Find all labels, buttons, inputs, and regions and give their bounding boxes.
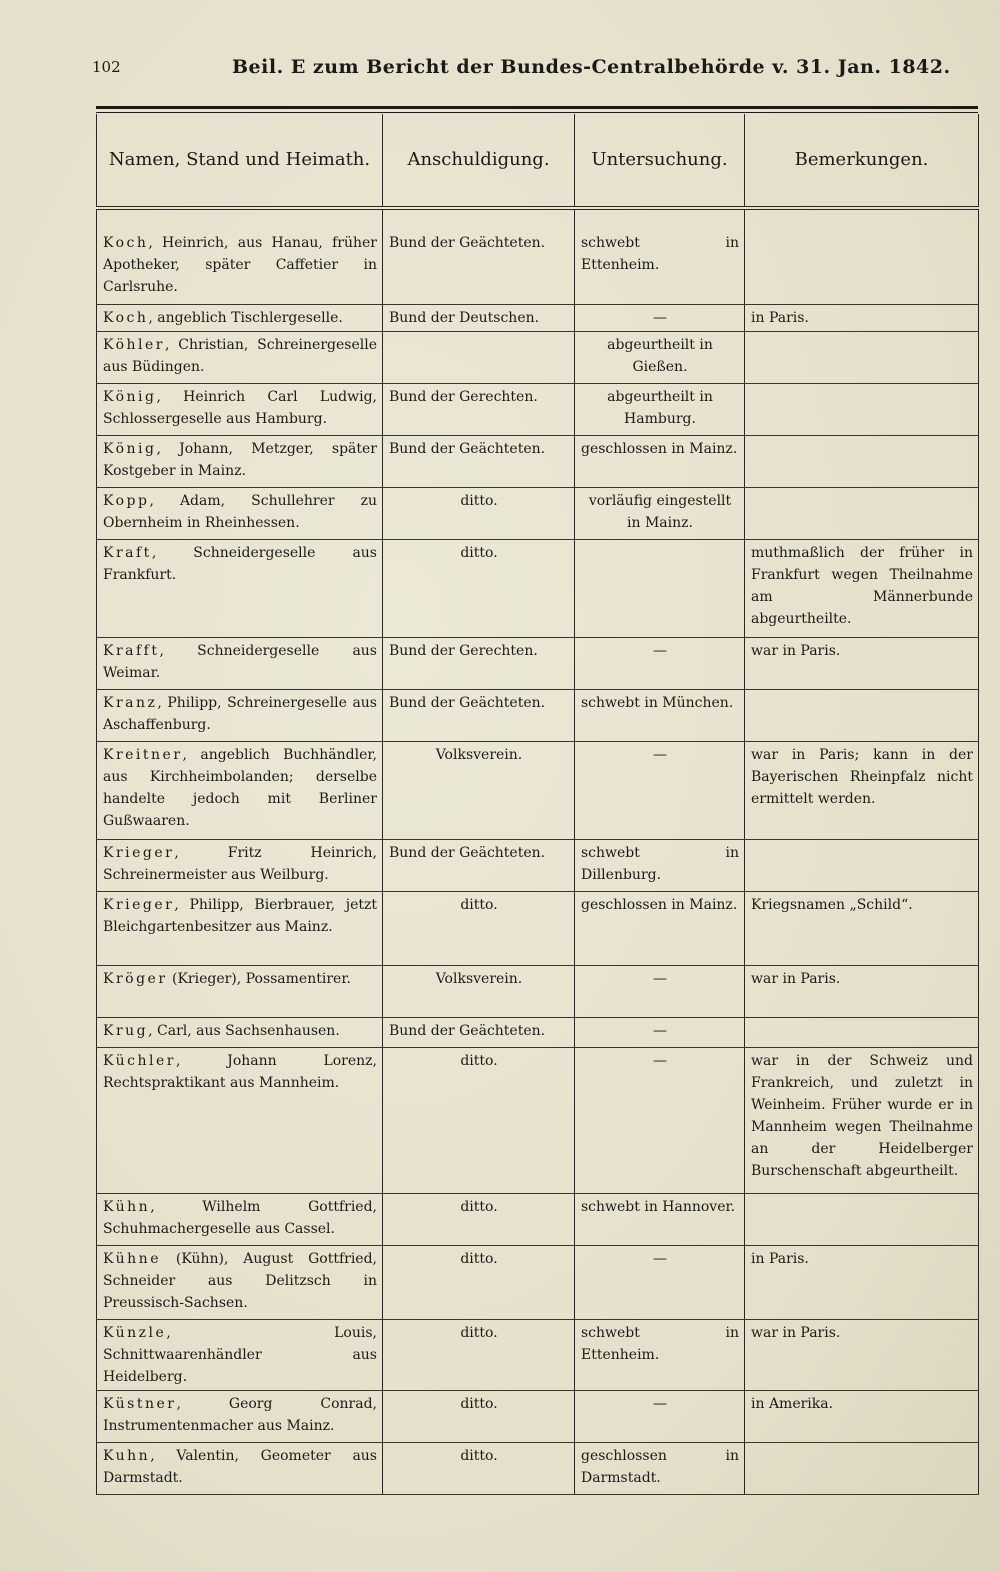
entry-name [97,741,383,839]
entry-remarks: Kriegsnamen „Schild“. [745,891,979,965]
entry-remarks [745,839,979,891]
entry-investigation: schwebt in Hannover. [575,1193,745,1245]
column-header-investigation: Untersuchung. [575,114,745,208]
table-row [97,741,979,839]
entry-name [97,208,383,304]
entry-name [97,839,383,891]
entry-details: , Schneidergeselle aus Weimar. [103,642,377,681]
entry-details: , Heinrich, aus Hanau, früher Apotheker, später Caffetier in Carlsruhe. [103,235,377,295]
entry-name [97,891,383,965]
table-row [97,304,979,331]
entry-name [97,1047,383,1193]
entry-name [97,383,383,435]
entry-remarks [745,331,979,383]
entry-charge: Bund der Geächteten. [383,1017,575,1047]
entry-remarks: in Paris. [745,1245,979,1319]
entry-investigation: schwebt in Ettenheim. [575,1319,745,1390]
entry-details: , Louis, Schnittwaarenhändler aus Heidelberg. [103,1324,377,1385]
entry-remarks: war in Paris. [745,965,979,1017]
entry-name [97,539,383,637]
column-header-name: Namen, Stand und Heimath. [97,114,383,208]
table-row [97,689,979,741]
entry-charge: Bund der Geächteten. [383,435,575,487]
entry-remarks [745,487,979,539]
table-row [97,539,979,637]
entry-surname: Künzle [103,1324,167,1341]
entry-investigation: — [575,1017,745,1047]
table-row [97,965,979,1017]
entry-surname: Küstner [103,1395,177,1412]
entry-charge: Bund der Gerechten. [383,383,575,435]
entry-charge: Bund der Geächteten. [383,839,575,891]
entry-charge: ditto. [383,1193,575,1245]
entry-investigation: — [575,1390,745,1442]
entry-surname: Küchler [103,1052,176,1069]
entry-surname: Koch [103,309,149,326]
entry-charge: Volksverein. [383,741,575,839]
entry-surname: Kuhn [103,1447,151,1464]
entry-surname: Kranz [103,694,158,711]
entry-details: , Johann, Metzger, später Kostgeber in Mainz. [103,440,377,479]
entry-investigation: vorläufig eingestellt in Mainz. [575,487,745,539]
entry-details: , Schneidergeselle aus Frankfurt. [103,544,377,583]
entry-surname: Koch [103,235,149,251]
table-row [97,637,979,689]
top-rule-thin [96,112,978,113]
entry-remarks: muthmaßlich der früher in Frankfurt wegen Theilnahme am Männerbunde abgeurtheilte. [745,539,979,637]
entry-details: , Fritz Heinrich, Schreinermeister aus Weilburg. [103,844,377,883]
entry-name [97,487,383,539]
page-number: 102 [92,58,121,76]
table-row [97,1017,979,1047]
entry-investigation: schwebt in München. [575,689,745,741]
entry-details: , Christian, Schreinergeselle aus Büdingen. [103,336,377,375]
entry-name [97,1442,383,1494]
entry-surname: Kreitner [103,746,183,763]
entry-remarks: war in Paris; kann in der Bayerischen Rheinpfalz nicht ermittelt werden. [745,741,979,839]
entry-investigation: geschlossen in Mainz. [575,891,745,965]
entry-remarks [745,689,979,741]
entry-surname: Kraft [103,544,152,561]
entry-details: (Krieger), Possamentirer. [167,970,351,987]
running-head: Beil. E zum Bericht der Bundes-Centralbehörde v. 31. Jan. 1842. [232,56,951,78]
entry-remarks [745,1193,979,1245]
entry-remarks [745,208,979,304]
entry-surname: Krieger [103,844,175,861]
entry-surname: Kühne [103,1250,161,1267]
entry-surname: Kopp [103,492,150,509]
entry-name [97,965,383,1017]
entry-remarks [745,1442,979,1494]
entry-charge: ditto. [383,1047,575,1193]
table-row [97,1047,979,1193]
entry-name [97,1245,383,1319]
entry-name [97,304,383,331]
entry-details: , Johann Lorenz, Rechtspraktikant aus Mannheim. [103,1052,377,1091]
entry-details: (Kühn), August Gottfried, Schneider aus Delitzsch in Preussisch-Sachsen. [103,1250,377,1311]
table-row [97,839,979,891]
entry-details: , Heinrich Carl Ludwig, Schlossergeselle aus Hamburg. [103,388,377,427]
entry-name [97,435,383,487]
entry-details: , Georg Conrad, Instrumentenmacher aus Mainz. [103,1395,377,1434]
table-row [97,208,979,304]
entry-charge: ditto. [383,891,575,965]
entry-investigation: — [575,304,745,331]
table-row [97,891,979,965]
entry-name [97,689,383,741]
entry-investigation: abgeurtheilt in Hamburg. [575,383,745,435]
entry-remarks: in Amerika. [745,1390,979,1442]
entry-remarks: in Paris. [745,304,979,331]
entry-surname: Kühn [103,1198,151,1215]
entry-remarks [745,435,979,487]
entry-charge: Bund der Geächteten. [383,208,575,304]
entry-remarks: war in Paris. [745,1319,979,1390]
entry-name [97,1390,383,1442]
entry-charge: Bund der Geächteten. [383,689,575,741]
table-row [97,1319,979,1390]
entry-investigation: schwebt in Dillenburg. [575,839,745,891]
entry-surname: Kröger [103,970,168,987]
entry-investigation: — [575,741,745,839]
entry-investigation: geschlossen in Mainz. [575,435,745,487]
entry-charge: ditto. [383,539,575,637]
register-table [96,114,979,1495]
entry-investigation: — [575,965,745,1017]
entry-name [97,331,383,383]
entry-charge: Bund der Gerechten. [383,637,575,689]
table-row [97,435,979,487]
entry-charge [383,331,575,383]
entry-charge: ditto. [383,1390,575,1442]
entry-surname: Köhler [103,336,165,353]
entry-details: , Adam, Schullehrer zu Obernheim in Rheinhessen. [103,492,377,531]
entry-details: , angeblich Tischlergeselle. [148,309,343,326]
entry-charge: Volksverein. [383,965,575,1017]
entry-charge: ditto. [383,1442,575,1494]
column-header-charge: Anschuldigung. [383,114,575,208]
entry-investigation: — [575,1245,745,1319]
table-row [97,1390,979,1442]
entry-investigation: abgeurtheilt in Gießen. [575,331,745,383]
entry-surname: Krafft [103,642,160,659]
top-rule [96,106,978,109]
table-row [97,487,979,539]
entry-remarks [745,1017,979,1047]
table-row [97,331,979,383]
entry-investigation: schwebt in Ettenheim. [575,208,745,304]
entry-remarks: war in Paris. [745,637,979,689]
entry-details: , Philipp, Schreinergeselle aus Aschaffenburg. [103,694,377,733]
entry-charge: ditto. [383,1245,575,1319]
entry-remarks [745,383,979,435]
entry-surname: Krieger [103,896,175,913]
entry-investigation: — [575,1047,745,1193]
entry-surname: Krug [103,1022,149,1039]
entry-details: , angeblich Buchhändler, aus Kirchheimbolanden; derselbe handelte jedoch mit Berliner Gußwaaren. [103,746,377,829]
entry-details: , Valentin, Geometer aus Darmstadt. [103,1447,377,1486]
table-header-row [97,114,979,208]
entry-details: , Carl, aus Sachsenhausen. [148,1022,340,1039]
entry-charge: ditto. [383,1319,575,1390]
table-row [97,1193,979,1245]
entry-name [97,637,383,689]
entry-charge: Bund der Deutschen. [383,304,575,331]
entry-name [97,1319,383,1390]
entry-investigation [575,539,745,637]
entry-investigation: — [575,637,745,689]
entry-details: , Philipp, Bierbrauer, jetzt Bleichgartenbesitzer aus Mainz. [103,896,377,935]
entry-name [97,1193,383,1245]
table-row [97,1245,979,1319]
entry-surname: König [103,440,157,457]
table-row [97,383,979,435]
entry-details: , Wilhelm Gottfried, Schuhmachergeselle aus Cassel. [103,1198,377,1237]
table-row [97,1442,979,1494]
entry-surname: König [103,388,157,405]
entry-investigation: geschlossen in Darmstadt. [575,1442,745,1494]
entry-remarks: war in der Schweiz und Frankreich, und zuletzt in Weinheim. Früher wurde er in Mannheim wegen Theilnahme an der Heidelberger Burschenschaft abgeurtheilt. [745,1047,979,1193]
column-header-remarks: Bemerkungen. [745,114,979,208]
entry-name [97,1017,383,1047]
entry-charge: ditto. [383,487,575,539]
